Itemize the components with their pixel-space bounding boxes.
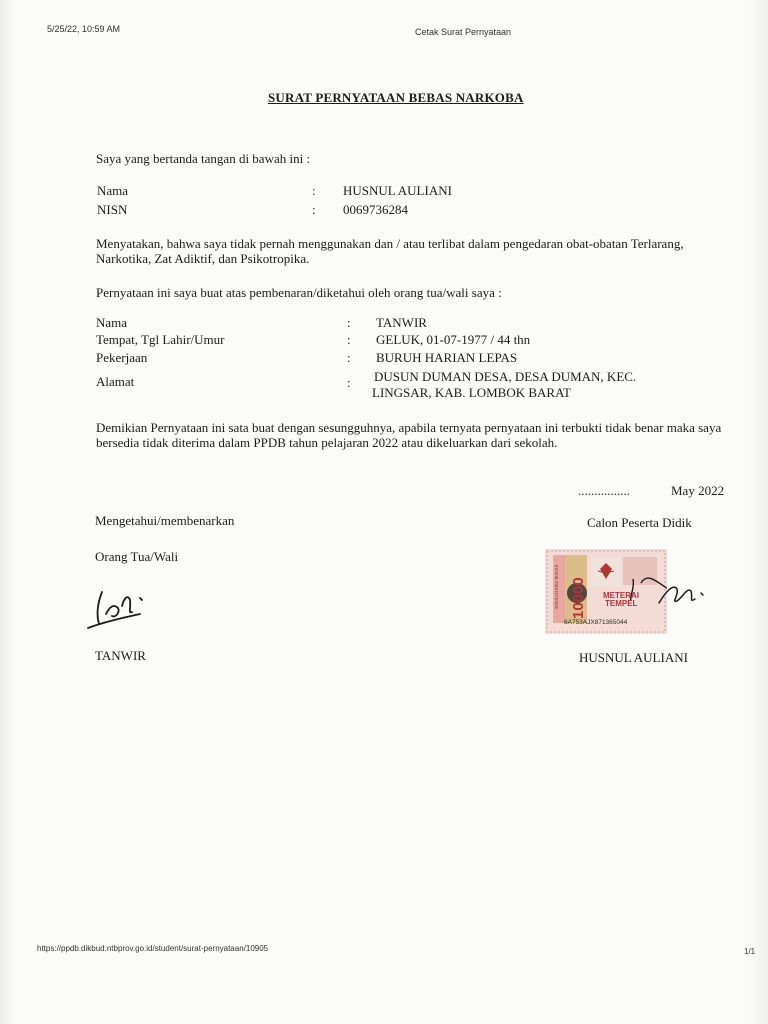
guardian-name-value: TANWIR [376,315,427,330]
colon: : [347,350,351,365]
colon: : [347,375,351,390]
guardian-job-label: Pekerjaan [96,350,148,365]
stamp-label-line1: METERAI [603,591,639,600]
intro-text: Saya yang bertanda tangan di bawah ini : [96,151,311,166]
left-sign-name: TANWIR [95,648,146,663]
meterai-stamp [545,549,667,634]
colon: : [347,332,351,347]
student-name-value: HUSNUL AULIANI [343,183,452,198]
colon: : [347,315,351,330]
guardian-ttl-label: Tempat, Tgl Lahir/Umur [96,332,225,347]
guardian-address-line1: DUSUN DUMAN DESA, DESA DUMAN, KEC. [374,369,637,384]
student-signature [655,573,715,613]
footer-url: https://ppdb.dikbud.ntbprov.go.id/student/surat-pernyataan/10905 [37,944,269,953]
stamp-serial: 6A753AJX871365044 [564,619,628,626]
statement-paragraph: Menyatakan, bahwa saya tidak pernah menggunakan dan / atau terlibat dalam pengedaran obat-obatan Terlarang, Narkotika, Zat Adiktif, dan Psikotropika. [96,236,684,266]
date-text: May 2022 [671,483,725,498]
guardian-name-label: Nama [96,315,128,330]
colon: : [312,202,316,217]
closing-paragraph: Demikian Pernyataan ini sata buat dengan sesungguhnya, apabila ternyata pernyataan ini terbukti tidak benar maka saya bersedia tidak diterima dalam PPDB tahun pelajaran 2022 atau dikeluarkan dari sekolah. [96,420,722,450]
print-doc-title: Cetak Surat Pernyataan [415,27,512,37]
footer-page-number: 1/1 [744,947,756,956]
document-title: SURAT PERNYATAAN BEBAS NARKOBA [268,90,524,105]
colon: : [312,183,316,198]
stamp-label-line2: TEMPEL [605,599,638,608]
guardian-signature [84,584,164,634]
guardian-ttl-value: GELUK, 01-07-1977 / 44 thn [376,332,531,347]
date-placeholder: ................ [578,483,630,498]
stamp-value: 10000 [570,577,587,619]
guardian-job-value: BURUH HARIAN LEPAS [376,350,518,365]
student-nisn-label: NISN [97,202,128,217]
student-name-label: Nama [97,183,129,198]
student-nisn-value: 0069736284 [343,202,408,217]
guardian-address-label: Alamat [96,374,135,389]
right-sign-heading: Calon Peserta Didik [587,515,692,530]
right-sign-name: HUSNUL AULIANI [579,650,688,665]
left-sign-role: Orang Tua/Wali [95,549,179,564]
stamp-side-text: SEPULUH RIBU RUPIAH [554,564,559,609]
guardian-address-line2: LINGSAR, KAB. LOMBOK BARAT [372,385,571,400]
print-datetime: 5/25/22, 10:59 AM [47,24,121,34]
left-sign-heading: Mengetahui/membenarkan [95,513,235,528]
guardian-intro: Pernyataan ini saya buat atas pembenaran/diketahui oleh orang tua/wali saya : [96,285,502,300]
